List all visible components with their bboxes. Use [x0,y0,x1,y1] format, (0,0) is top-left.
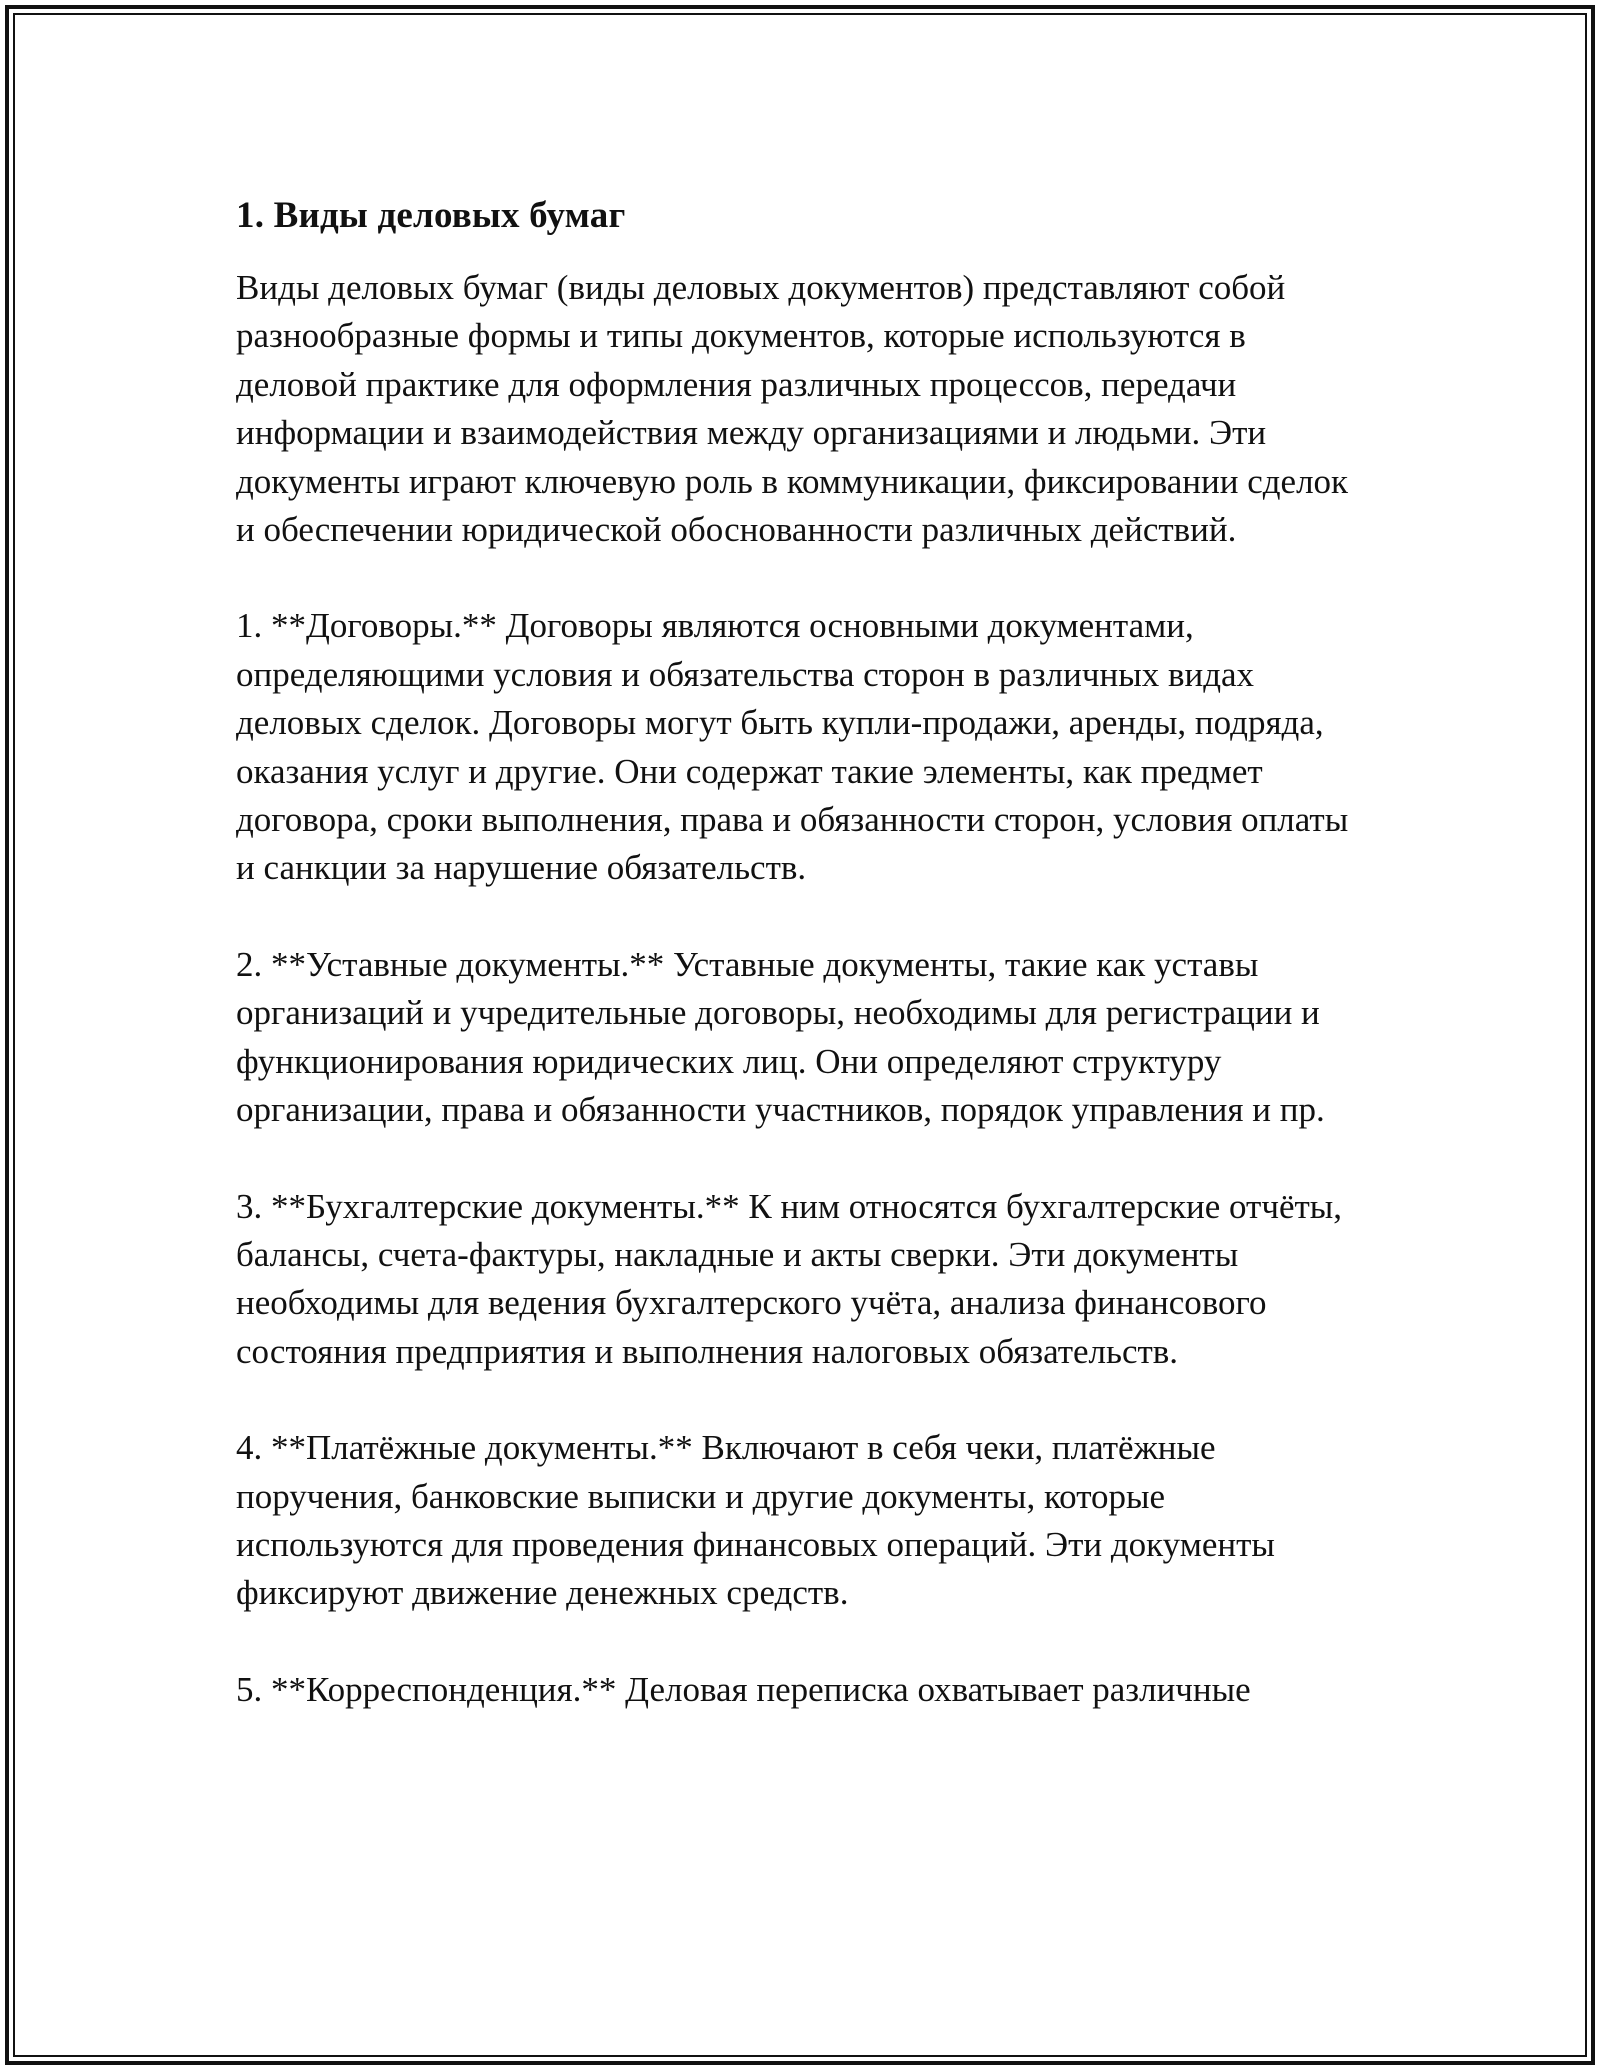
item-payment-documents: 4. **Платёжные документы.** Включают в себя чеки, платёжные поручения, банковские выписки и другие документы, которые используются для проведения финансовых операций. Эти документы фиксируют движение денежных средств. [236,1428,1275,1613]
section-heading: 1. Виды деловых бумаг [236,195,626,236]
document-body [236,188,1356,1762]
intro-paragraph: Виды деловых бумаг (виды деловых документов) представляют собой разнообразные формы и типы документов, которые используются в деловой практике для оформления различных процессов, передачи информации и взаимодействия между организациями и людьми. Эти документы играют ключевую роль в коммуникации, фиксировании сделок и обеспечении юридической обоснованности различных действий. [236,268,1349,550]
item-correspondence: 5. **Корреспонденция.** Деловая переписка охватывает различные [236,1669,1251,1709]
item-charter-documents: 2. **Уставные документы.** Уставные документы, такие как уставы организаций и учредительные договоры, необходимы для регистрации и функционирования юридических лиц. Они определяют структуру организации, права и обязанности участников, порядок управления и пр. [236,944,1325,1130]
item-contracts: 1. **Договоры.** Договоры являются основными документами, определяющими условия и обязательства сторон в различных видах деловых сделок. Договоры могут быть купли-продажи, аренды, подряда, оказания услуг и другие. Они содержат такие элементы, как предмет договора, сроки выполнения, права и обязанности сторон, условия оплаты и санкции за нарушение обязательств. [236,606,1349,888]
item-accounting-documents: 3. **Бухгалтерские документы.** К ним относятся бухгалтерские отчёты, балансы, счета-фактуры, накладные и акты сверки. Эти документы необходимы для ведения бухгалтерского учёта, анализа финансового состояния предприятия и выполнения налоговых обязательств. [236,1186,1343,1371]
